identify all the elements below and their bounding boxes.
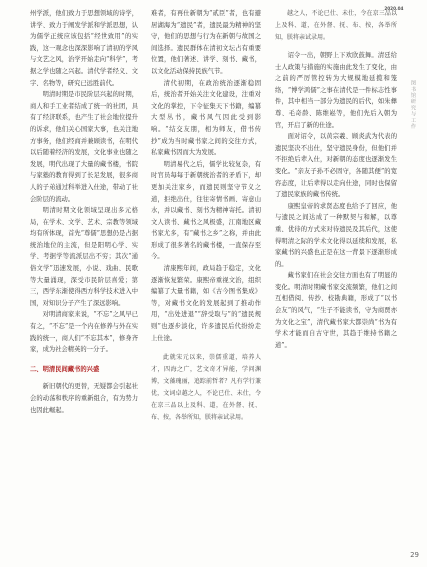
column-left <box>30 8 138 416</box>
paragraph: 明清易代之后，儒学比较复杂，有时官员每每于新朝统治者的矛盾下，却更加关注家乡，而遗民则坚守节义之道，拒绝出仕，往往寄情书画、寄意山水，并以藏书、刻书为精神寄托。清初文人读书、藏书之风极盛，江南地区藏书家尤多，有“藏书之乡”之称，并由此形成了很多著名的藏书楼，一直保存至今。 <box>151 160 261 261</box>
paragraph: 州学派，他们致力于思想领域的诗学，讲学、致力于阐发学派和学派思想，认为儒学正统应该包括“经世致用”的实践，这一观念也深深影响了清初的学风与文艺之风，治学开始走向“科学”，考据之学也随之兴起。清代学者经义、文字、名物等，研究已远胜前代。 <box>30 10 138 87</box>
column-middle <box>151 8 261 430</box>
page-number: 29 <box>410 551 419 559</box>
block-quote-continued: 越之人，不论已仕、未仕，令在京三品以上及科、道，在外督、抚、布、按，各举所知，朕将亲试录用。 <box>275 10 397 41</box>
section-heading: 二、明清民间藏书的兴盛 <box>30 365 100 373</box>
block-quote: 此就宋元以来，崇儒重道，培养人才，四海之广，艺文奇才异能，学问渊博，文藻瑰丽，追踪前哲者？凡有学行兼优，文词卓越之人，不论已仕、未仕，令在京三品以上及科、道，在外督、抚、布、按，各举所知，朕将亲试录用。 <box>151 354 261 422</box>
paragraph: 藏书家们在社会交往方面也有了明显的变化。明清时期藏书家交流频繁，他们之间互相借阅、传抄、校勘典籍，形成了“以书会友”的风气，“生子不能读书，守为商贾亦为文化之宝”，清代藏书家大都崇尚“书为有学术才能而自古守世，其趋于维持书籍之道”。 <box>275 272 397 349</box>
paragraph: 诏令一出，朝野上下欢欣鼓舞。清廷给士人政策与措施的实施由此发生了变化，由之前的严厉管控转为大规模地延揽和笼络，“博学鸿儒”之事在清代是一件标志性事件，其中相当一部分为遗民的后代，如朱彝尊、毛奇龄、陈维崧等，他们先后入朝为官，开启了新的仕途。 <box>275 52 397 129</box>
paragraph: 康熙皇帝的求贤态度也给予了回应，他与遗民之间达成了一种默契与和解，以尊重、优待的方式来对待遗民及其后代，这使得明清之际的学术文化得以延续和发展，私家藏书的兴盛也正是在这一背景下逐渐形成的。 <box>275 202 397 268</box>
paragraph: 面对诏令，以黄宗羲、顾炎武为代表的遗民坚决不出仕，坚守遗民身份，但他们并不拒绝后辈入仕，对新朝的态度也逐渐发生变化。“亲友子孙不必固守，各随其便”的宽容态度，让后辈得以走向仕途，同时也保留了遗民家族的藏书传统。 <box>275 133 397 199</box>
column-right <box>275 8 397 351</box>
paragraph: 对明清商家来说，“不忘”之风早已有之，“不忘”是一个内在修养与外在实践的统一，商人们“不忘其本”，修身齐家，成为社会精英的一分子。 <box>30 311 138 354</box>
side-running-title: 图书馆研究与工作 <box>410 80 416 130</box>
paragraph: 明清时期文化领域呈现出多元格局，在学术、文学、艺术、宗教等领域均有所体现，首先“尊儒”思想仍是占据统治地位的主流，但是阳明心学、实学、考据学等流派层出不穷；其次“通俗文学”迅速发展，小说、戏曲、民歌等大量涌现，深受市民阶层喜爱；第三，西学东渐使得西方科学技术进入中国，对知识分子产生了深远影响。 <box>30 207 138 307</box>
paragraph: 清康熙年间，政局趋于稳定，文化逐渐恢复繁荣。康熙帝重视文治，组织编纂了大量书籍，如《古今图书集成》等，对藏书文化的发展起到了推动作用，“出处进退”“辞受取与”的“遗民规则”也逐步淡化，许多遗民后代纷纷走上仕途。 <box>151 265 261 342</box>
paragraph: 新旧朝代的更替，无疑都会引起社会的动荡和秩序的重新组合，有为势力也因此崛起。 <box>30 383 138 414</box>
issue-number: 2020.04 <box>384 6 404 11</box>
paragraph: 难者，有再仕新朝为“贰臣”者，也有避居湖海为“遗民”者，遗民最为精神的坚守，他们的思想与行为在新朝与故国之间选择。遗民群体在清初文坛占有重要位置，他们著述、讲学、刻书、藏书，以文化活动保持民族气节。 <box>151 10 261 75</box>
paragraph: 明清时期是市民阶层兴起的时期，商人和手工业者结成了统一的社团，具有了经济联系，也产生了社会地位提升的诉求，他们关心国家大事，也关注地方事务，他们经商并兼顾读书，在明代以后随着经济的发展，文化事业也随之发展，明代出现了大量的藏书楼，书院与家塾的教育得到了长足发展，很多商人的子弟通过科举进入仕途，带动了社会阶层的流动。 <box>30 91 138 203</box>
paragraph: 清代初期，在政治统治逐渐稳固后，统治者开始关注文化建设，注重对文化的掌控，下令征集天下书籍，编纂大型丛书，藏书风气因此受到影响。“结交友朋，相为师友，借书传抄”成为当时藏书家之间的交往方式，私家藏书因而大为发展。 <box>151 79 261 157</box>
